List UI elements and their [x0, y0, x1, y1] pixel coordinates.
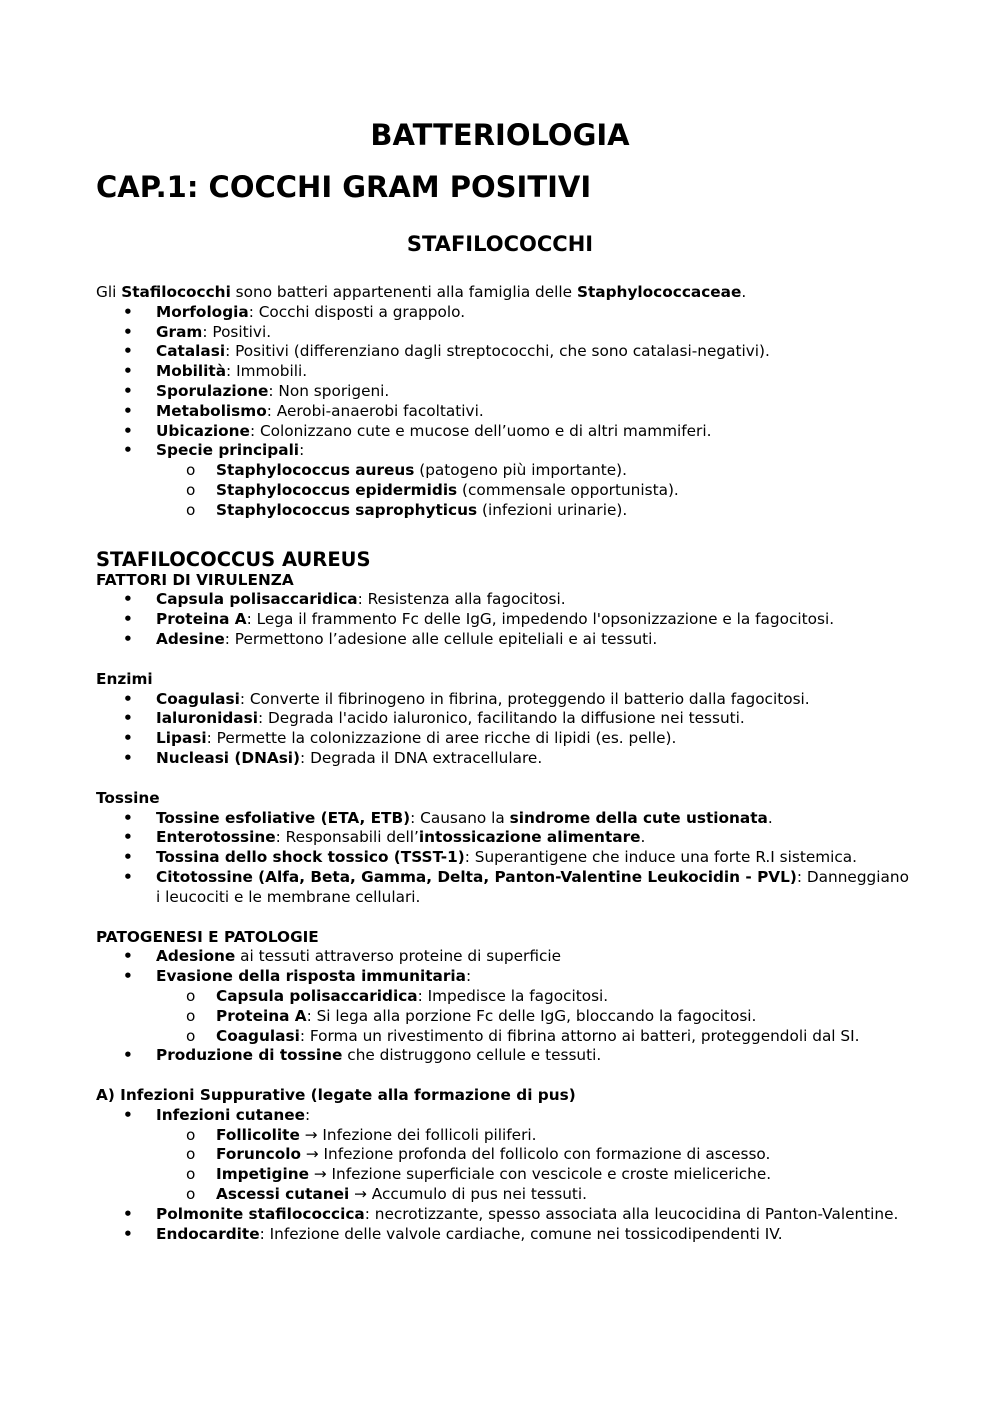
list-item: • Adesine: Permettono l’adesione alle cellule epiteliali e ai tessuti.: [123, 629, 658, 648]
intro-bold: Stafilococchi: [121, 283, 231, 301]
spacer: [96, 1066, 916, 1086]
list-item: • Specie principali: o Staphylococcus aureus (patogeno più importante). o Staphylococcus epidermidis (commensale opportunista). o Staphylococcus saprophyticus (infezioni urinarie).: [96, 441, 916, 520]
toxins-list: [96, 809, 916, 908]
infections-heading: A) Infezioni Suppurative (legate alla formazione di pus): [96, 1086, 576, 1105]
list-item: • Ubicazione: Colonizzano cute e mucose dell’uomo e di altri mammiferi.: [123, 421, 712, 440]
spacer: [96, 908, 916, 928]
section-title: STAFILOCOCCHI: [406, 232, 594, 256]
list-item: • Enterotossine: Responsabili dell’intossicazione alimentare.: [123, 828, 646, 847]
list-item: o Ascessi cutanei → Accumulo di pus nei tessuti.: [186, 1185, 588, 1204]
intro-text: .: [741, 283, 747, 301]
evasion-list: [96, 987, 916, 1046]
pathogenesis-heading: PATOGENESI E PATOLOGIE: [96, 927, 319, 946]
properties-list: [96, 303, 916, 521]
list-item: • Ialuronidasi: Degrada l'acido ialuronico, facilitando la diffusione nei tessuti.: [123, 709, 745, 728]
bullet-icon: •: [123, 401, 133, 420]
enzymes-list: [96, 690, 916, 769]
infections-list: [96, 1106, 916, 1245]
bullet-icon: •: [123, 302, 133, 321]
enzymes-heading: Enzimi: [96, 669, 153, 688]
bullet-icon: •: [123, 441, 133, 460]
bullet-icon: •: [123, 1105, 133, 1124]
skin-infections-list: [96, 1126, 916, 1205]
list-item: • Morfologia: Cocchi disposti a grappolo.: [123, 302, 466, 321]
bullet-icon: •: [123, 1204, 133, 1223]
list-item: • Capsula polisaccaridica: Resistenza alla fagocitosi.: [123, 590, 566, 609]
list-item: o Impetigine → Infezione superficiale con vescicole e croste mieliceriche.: [186, 1165, 772, 1184]
document-body: [96, 283, 916, 1244]
virulence-list: [96, 590, 916, 649]
intro-bold: Staphylococcaceae: [576, 283, 742, 301]
list-item: o Follicolite → Infezione dei follicoli piliferi.: [186, 1125, 537, 1144]
aureus-title: STAFILOCOCCUS AUREUS: [96, 547, 371, 571]
list-item: o Staphylococcus saprophyticus (infezioni urinarie).: [186, 500, 628, 519]
bullet-icon: •: [123, 322, 133, 341]
bullet-icon: •: [123, 342, 133, 361]
list-item: • Nucleasi (DNAsi): Degrada il DNA extracellulare.: [123, 748, 543, 767]
pathogenesis-list: [96, 947, 916, 1066]
sub-bullet-icon: o: [186, 1165, 196, 1184]
list-item: • Tossina dello shock tossico (TSST-1): Superantigene che induce una forte R.I sistemica.: [123, 848, 858, 867]
list-item: • Adesione ai tessuti attraverso proteine di superficie: [123, 947, 562, 966]
bullet-icon: •: [123, 947, 133, 966]
list-item: • Sporulazione: Non sporigeni.: [123, 381, 390, 400]
species-list: [96, 461, 916, 520]
sub-bullet-icon: o: [186, 1185, 196, 1204]
bullet-icon: •: [123, 629, 133, 648]
list-item: • Infezioni cutanee: o Follicolite → Infezione dei follicoli piliferi. o Foruncolo → Infezione profonda del follicolo con formazione di ascesso. o Impetigine → Infezione superficiale con vescicole e croste mieliceriche. o Ascessi cutanei → Accumulo di pus nei tessuti.: [96, 1106, 916, 1205]
list-item: • Coagulasi: Converte il fibrinogeno in fibrina, proteggendo il batterio dalla fagocitosi.: [123, 689, 810, 708]
document-title: BATTERIOLOGIA: [370, 118, 630, 152]
spacer: [96, 650, 916, 670]
intro-text: sono batteri appartenenti alla famiglia delle: [230, 283, 577, 301]
sub-bullet-icon: o: [186, 986, 196, 1005]
bullet-icon: •: [123, 362, 133, 381]
bullet-icon: •: [123, 828, 133, 847]
list-item: • Endocardite: Infezione delle valvole cardiache, comune nei tossicodipendenti IV.: [123, 1224, 783, 1243]
bullet-icon: •: [123, 610, 133, 629]
bullet-icon: •: [123, 421, 133, 440]
list-item: o Coagulasi: Forma un rivestimento di fibrina attorno ai batteri, proteggendoli dal SI.: [186, 1026, 860, 1045]
bullet-icon: •: [123, 709, 133, 728]
list-item: o Foruncolo → Infezione profonda del follicolo con formazione di ascesso.: [186, 1145, 771, 1164]
list-item: • Catalasi: Positivi (differenziano dagli streptococchi, che sono catalasi-negativi).: [123, 342, 770, 361]
sub-bullet-icon: o: [186, 1026, 196, 1045]
sub-bullet-icon: o: [186, 1145, 196, 1164]
list-item: • Polmonite stafilococcica: necrotizzante, spesso associata alla leucocidina di Panton-Valentine.: [123, 1204, 899, 1223]
sub-bullet-icon: o: [186, 1125, 196, 1144]
bullet-icon: •: [123, 729, 133, 748]
list-item: o Proteina A: Si lega alla porzione Fc delle IgG, bloccando la fagocitosi.: [186, 1006, 757, 1025]
toxins-heading: Tossine: [96, 788, 160, 807]
bullet-icon: •: [123, 1224, 133, 1243]
list-item: • Lipasi: Permette la colonizzazione di aree ricche di lipidi (es. pelle).: [123, 729, 677, 748]
list-item: o Staphylococcus aureus (patogeno più importante).: [186, 461, 628, 480]
list-item: • Citotossine (Alfa, Beta, Gamma, Delta, Panton-Valentine Leukocidin - PVL): Danneggiano i leucociti e le membrane cellulari.: [123, 867, 909, 906]
sub-bullet-icon: o: [186, 461, 196, 480]
list-item: • Mobilità: Immobili.: [123, 362, 308, 381]
list-item: • Produzione di tossine che distruggono cellule e tessuti.: [123, 1046, 602, 1065]
bullet-icon: •: [123, 689, 133, 708]
list-item: • Gram: Positivi.: [123, 322, 272, 341]
bullet-icon: •: [123, 1046, 133, 1065]
spacer: [96, 769, 916, 789]
sub-bullet-icon: o: [186, 1006, 196, 1025]
list-item: • Proteina A: Lega il frammento Fc delle IgG, impedendo l'opsonizzazione e la fagocitosi.: [123, 610, 835, 629]
bullet-icon: •: [123, 381, 133, 400]
list-item: o Staphylococcus epidermidis (commensale opportunista).: [186, 480, 679, 499]
sub-bullet-icon: o: [186, 500, 196, 519]
virulence-heading: FATTORI DI VIRULENZA: [96, 570, 294, 589]
list-item: • Evasione della risposta immunitaria: o Capsula polisaccaridica: Impedisce la fagocitosi. o Proteina A: Si lega alla porzione Fc delle IgG, bloccando la fagocitosi. o Coagulasi: Forma un rivestimento di fibrina attorno ai batteri, proteggendoli dal SI.: [96, 967, 916, 1046]
bullet-icon: •: [123, 748, 133, 767]
bullet-icon: •: [123, 967, 133, 986]
list-item: • Tossine esfoliative (ETA, ETB): Causano la sindrome della cute ustionata.: [123, 808, 773, 827]
chapter-title: CAP.1: COCCHI GRAM POSITIVI: [96, 170, 592, 204]
bullet-icon: •: [123, 808, 133, 827]
bullet-icon: •: [123, 590, 133, 609]
bullet-icon: •: [123, 867, 133, 886]
list-item: o Capsula polisaccaridica: Impedisce la fagocitosi.: [186, 986, 609, 1005]
sub-bullet-icon: o: [186, 480, 196, 499]
bullet-icon: •: [123, 848, 133, 867]
intro-paragraph: [96, 283, 916, 303]
intro-text: Gli: [96, 283, 122, 301]
list-item: • Metabolismo: Aerobi-anaerobi facoltativi.: [123, 401, 484, 420]
